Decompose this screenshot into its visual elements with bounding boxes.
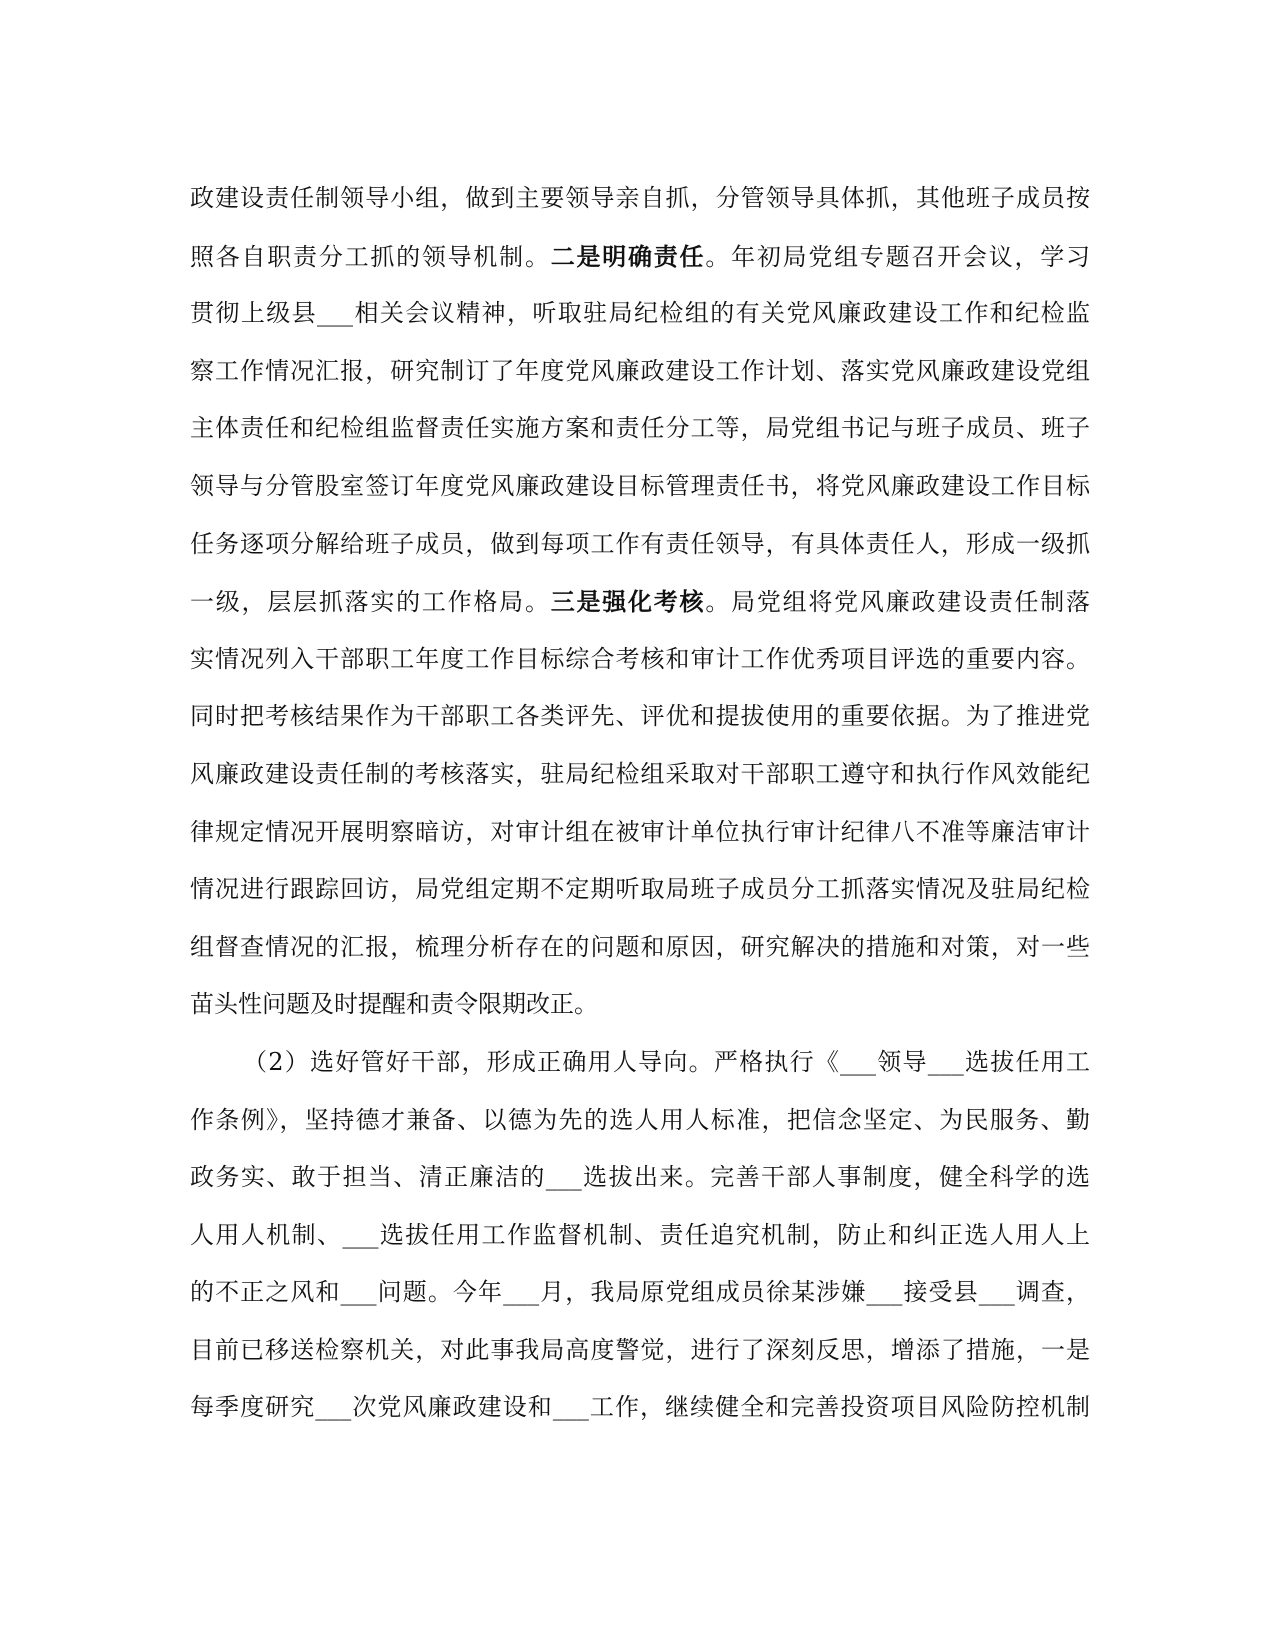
text-line: 政务实、敢于担当、清正廉洁的___选拔出来。完善干部人事制度，健全科学的选 (190, 1163, 1090, 1192)
text-line: 贯彻上级县___相关会议精神，听取驻局纪检组的有关党风廉政建设工作和纪检监 (190, 299, 1090, 328)
bold-heading: 三是强化考核 (550, 587, 706, 617)
text-line: 苗头性问题及时提醒和责令限期改正。 (190, 990, 598, 1019)
text-line: 情况进行跟踪回访，局党组定期不定期听取局班子成员分工抓落实情况及驻局纪检 (190, 875, 1090, 904)
text-line: 作条例》，坚持德才兼备、以德为先的选人用人标准，把信念坚定、为民服务、勤 (190, 1105, 1090, 1134)
paragraph-2 (190, 1034, 1090, 1437)
text-line: 任务逐项分解给班子成员，做到每项工作有责任领导，有具体责任人，形成一级抓 (190, 529, 1090, 558)
text-line: 照各自职责分工抓的领导机制。二是明确责任。年初局党组专题召开会议，学习 (190, 241, 1090, 271)
text-line: 政建设责任制领导小组，做到主要领导亲自抓，分管领导具体抓，其他班子成员按 (190, 184, 1090, 212)
text-line: 一级，层层抓落实的工作格局。三是强化考核。局党组将党风廉政建设责任制落 (190, 587, 1090, 617)
text-line: 律规定情况开展明察暗访，对审计组在被审计单位执行审计纪律八不准等廉洁审计 (190, 817, 1090, 846)
text-line: 实情况列入干部职工年度工作目标综合考核和审计工作优秀项目评选的重要内容。 (190, 644, 1090, 673)
bold-heading: 二是明确责任 (550, 241, 706, 271)
text-line: 的不正之风和___问题。今年___月，我局原党组成员徐某涉嫌___接受县___调查， (190, 1278, 1090, 1307)
text-line: 每季度研究___次党风廉政建设和___工作，继续健全和完善投资项目风险防控机制 (190, 1393, 1090, 1422)
text-line: 组督查情况的汇报，梳理分析存在的问题和原因，研究解决的措施和对策，对一些 (190, 932, 1090, 961)
text-line: 察工作情况汇报，研究制订了年度党风廉政建设工作计划、落实党风廉政建设党组 (190, 356, 1090, 385)
text-line: 风廉政建设责任制的考核落实，驻局纪检组采取对干部职工遵守和执行作风效能纪 (190, 759, 1090, 788)
document-body (190, 170, 1090, 1437)
text-line: 领导与分管股室签订年度党风廉政建设目标管理责任书，将党风廉政建设工作目标 (190, 471, 1090, 500)
text-line: 人用人机制、___选拔任用工作监督机制、责任追究机制，防止和纠正选人用人上 (190, 1220, 1090, 1249)
text-line: （2）选好管好干部，形成正确用人导向。严格执行《___领导___选拔任用工 (243, 1047, 1090, 1076)
text-line: 目前已移送检察机关，对此事我局高度警觉，进行了深刻反思，增添了措施，一是 (190, 1335, 1090, 1364)
text-line: 同时把考核结果作为干部职工各类评先、评优和提拔使用的重要依据。为了推进党 (190, 702, 1090, 731)
text-line: 主体责任和纪检组监督责任实施方案和责任分工等，局党组书记与班子成员、班子 (190, 414, 1090, 443)
paragraph-1 (190, 170, 1090, 1034)
